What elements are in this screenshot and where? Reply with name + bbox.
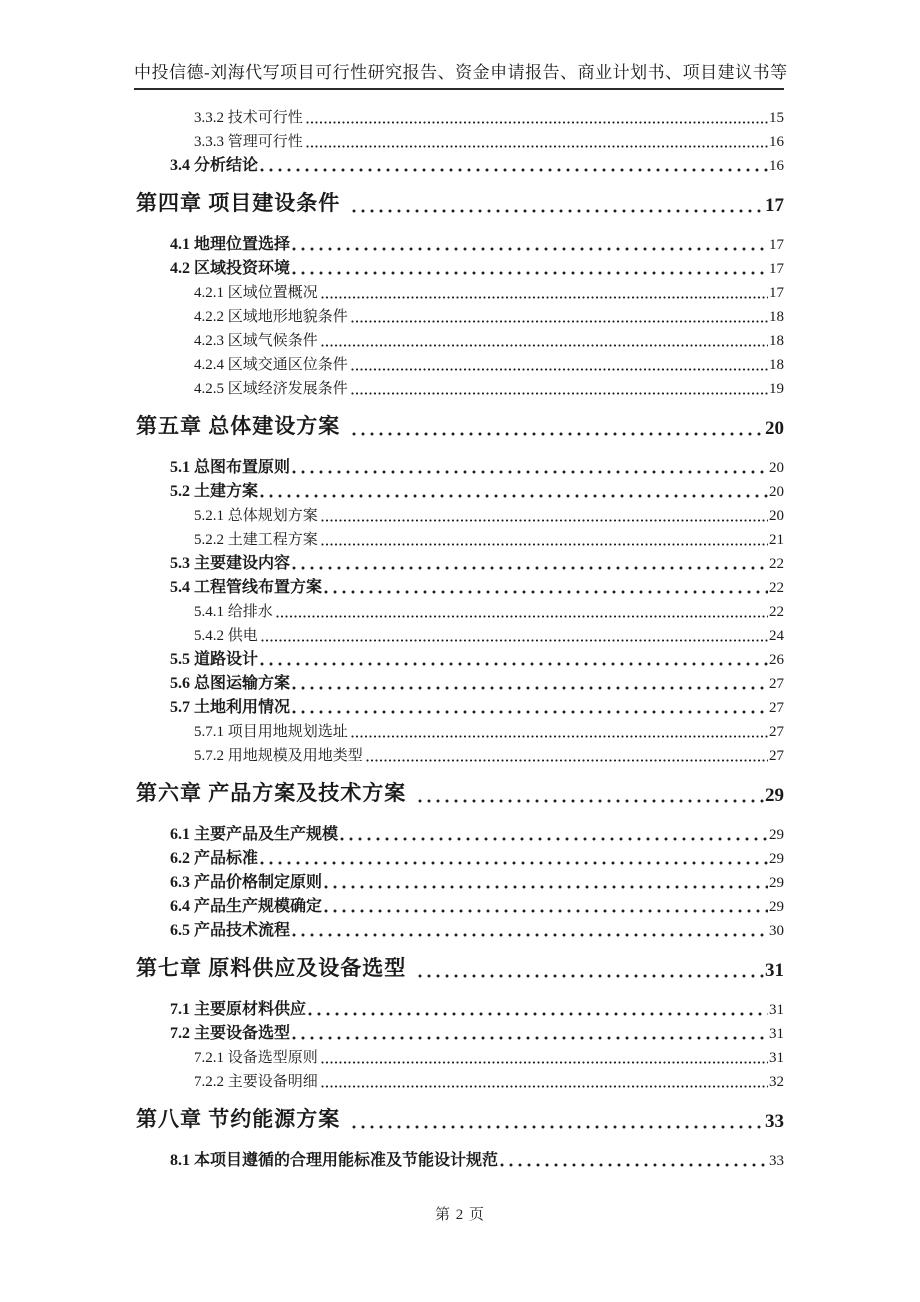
toc-entry-label: 7.2.2 主要设备明细 (194, 1074, 318, 1090)
toc-dot-leader (340, 837, 768, 841)
toc-entry-page: 29 (769, 851, 784, 867)
toc-dot-leader (292, 1036, 768, 1040)
toc-entry-page: 17 (769, 285, 784, 301)
toc-dot-leader (292, 710, 768, 714)
toc-entry-label: 第六章 产品方案及技术方案 (136, 781, 407, 805)
toc-dot-leader (306, 121, 768, 124)
toc-entry[interactable] (134, 501, 784, 525)
toc-entry[interactable] (134, 1099, 784, 1133)
toc-entry-label: 6.1 主要产品及生产规模 (170, 826, 339, 843)
toc-dot-leader (308, 1012, 768, 1016)
toc-entry-page: 27 (769, 748, 784, 764)
toc-entry-label: 第七章 原料供应及设备选型 (136, 956, 407, 980)
toc-entry-page: 21 (769, 532, 784, 548)
toc-entry[interactable] (134, 717, 784, 741)
toc-entry-page: 31 (769, 1050, 784, 1066)
toc-dot-leader (260, 494, 768, 498)
toc-dot-leader (321, 519, 768, 522)
toc-entry-label: 4.2.4 区域交通区位条件 (194, 357, 348, 373)
toc-dot-leader (260, 861, 768, 865)
toc-entry-page: 16 (769, 134, 784, 150)
toc-entry[interactable] (134, 773, 784, 807)
toc-entry-page: 17 (769, 237, 784, 253)
toc-dot-leader (261, 639, 768, 642)
toc-entry[interactable] (134, 1146, 784, 1170)
toc-entry[interactable] (134, 406, 784, 440)
toc-entry-label: 6.2 产品标准 (170, 850, 259, 867)
toc-entry[interactable] (134, 453, 784, 477)
toc-entry-label: 4.1 地理位置选择 (170, 236, 291, 253)
toc-entry-page: 16 (769, 158, 784, 174)
toc-entry[interactable] (134, 916, 784, 940)
toc-entry-page: 31 (769, 1026, 784, 1042)
toc-dot-leader (324, 885, 768, 889)
header-services: 代写项目可行性研究报告、资金申请报告、商业计划书、项目建议书等 (245, 63, 788, 82)
toc-entry-label: 5.5 道路设计 (170, 651, 259, 668)
toc-dot-leader (292, 470, 768, 474)
toc-entry-page: 24 (769, 628, 784, 644)
toc-entry-label: 3.3.2 技术可行性 (194, 110, 303, 126)
toc-entry[interactable] (134, 1019, 784, 1043)
toc-entry-page: 33 (769, 1153, 784, 1169)
toc-entry[interactable] (134, 995, 784, 1019)
toc-entry-label: 5.4.2 供电 (194, 628, 258, 644)
toc-entry[interactable] (134, 103, 784, 127)
toc-dot-leader (352, 432, 764, 436)
toc-dot-leader (321, 543, 768, 546)
toc-entry-page: 20 (769, 508, 784, 524)
toc-entry-label: 4.2.3 区域气候条件 (194, 333, 318, 349)
toc-entry-label: 4.2.2 区域地形地貌条件 (194, 309, 348, 325)
toc-entry-page: 31 (765, 960, 784, 981)
toc-dot-leader (260, 662, 768, 666)
toc-entry[interactable] (134, 597, 784, 621)
toc-entry-label: 4.2 区域投资环境 (170, 260, 291, 277)
toc-dot-leader (351, 735, 768, 738)
toc-entry-page: 29 (769, 827, 784, 843)
toc-entry-label: 6.3 产品价格制定原则 (170, 874, 323, 891)
page-header (134, 58, 788, 90)
toc-entry[interactable] (134, 669, 784, 693)
toc-dot-leader (292, 271, 768, 275)
toc-entry-page: 17 (769, 261, 784, 277)
toc-dot-leader (321, 344, 768, 347)
toc-dot-leader (352, 1125, 764, 1129)
toc-entry-label: 4.2.1 区域位置概况 (194, 285, 318, 301)
header-brand: 中投信德-刘海 (134, 63, 246, 82)
toc-entry-page: 20 (769, 484, 784, 500)
toc-entry-page: 18 (769, 357, 784, 373)
toc-entry-page: 27 (769, 700, 784, 716)
toc-dot-leader (292, 686, 768, 690)
toc-entry-label: 6.5 产品技术流程 (170, 922, 291, 939)
toc-entry[interactable] (134, 892, 784, 916)
toc-dot-leader (321, 1061, 768, 1064)
toc-dot-leader (351, 320, 768, 323)
toc-entry-page: 22 (769, 556, 784, 572)
toc-entry-label: 5.1 总图布置原则 (170, 459, 291, 476)
toc-entry[interactable] (134, 645, 784, 669)
toc-entry-page: 33 (765, 1111, 784, 1132)
toc-entry[interactable] (134, 1067, 784, 1091)
toc-entry-page: 18 (769, 309, 784, 325)
toc-dot-leader (351, 392, 768, 395)
toc-entry-label: 4.2.5 区域经济发展条件 (194, 381, 348, 397)
toc-entry[interactable] (134, 374, 784, 398)
toc-entry-label: 5.2.2 土建工程方案 (194, 532, 318, 548)
table-of-contents (134, 103, 784, 1170)
toc-dot-leader (321, 1085, 768, 1088)
toc-entry-page: 29 (769, 899, 784, 915)
toc-entry-page: 27 (769, 724, 784, 740)
toc-entry-label: 5.4.1 给排水 (194, 604, 273, 620)
toc-entry[interactable] (134, 820, 784, 844)
toc-entry[interactable] (134, 127, 784, 151)
toc-entry-label: 第五章 总体建设方案 (136, 414, 341, 438)
toc-entry[interactable] (134, 525, 784, 549)
toc-entry-label: 7.1 主要原材料供应 (170, 1001, 307, 1018)
toc-entry-page: 19 (769, 381, 784, 397)
toc-entry-label: 5.2 土建方案 (170, 483, 259, 500)
toc-dot-leader (324, 909, 768, 913)
toc-entry[interactable] (134, 183, 784, 217)
toc-entry-page: 17 (765, 195, 784, 216)
toc-entry[interactable] (134, 693, 784, 717)
toc-dot-leader (324, 590, 768, 594)
toc-entry-page: 22 (769, 604, 784, 620)
toc-entry-label: 5.4 工程管线布置方案 (170, 579, 323, 596)
toc-entry[interactable] (134, 1043, 784, 1067)
toc-entry-label: 6.4 产品生产规模确定 (170, 898, 323, 915)
toc-entry-page: 30 (769, 923, 784, 939)
toc-entry[interactable] (134, 350, 784, 374)
toc-entry[interactable] (134, 151, 784, 175)
toc-dot-leader (292, 933, 768, 937)
toc-entry-label: 5.7.1 项目用地规划选址 (194, 724, 348, 740)
toc-dot-leader (276, 615, 768, 618)
toc-entry[interactable] (134, 302, 784, 326)
toc-entry-page: 26 (769, 652, 784, 668)
toc-entry[interactable] (134, 573, 784, 597)
toc-entry-label: 5.7 土地利用情况 (170, 699, 291, 716)
toc-entry[interactable] (134, 741, 784, 765)
toc-entry-label: 3.3.3 管理可行性 (194, 134, 303, 150)
toc-entry[interactable] (134, 621, 784, 645)
toc-dot-leader (321, 296, 768, 299)
toc-entry-page: 27 (769, 676, 784, 692)
toc-dot-leader (292, 247, 768, 251)
toc-dot-leader (351, 368, 768, 371)
toc-entry-page: 15 (769, 110, 784, 126)
toc-dot-leader (366, 759, 768, 762)
toc-dot-leader (352, 209, 764, 213)
toc-entry[interactable] (134, 948, 784, 982)
toc-entry-page: 20 (765, 418, 784, 439)
toc-entry[interactable] (134, 477, 784, 501)
toc-dot-leader (500, 1163, 768, 1167)
toc-entry-page: 29 (769, 875, 784, 891)
toc-entry-label: 3.4 分析结论 (170, 157, 259, 174)
toc-entry-label: 8.1 本项目遵循的合理用能标准及节能设计规范 (170, 1152, 499, 1169)
toc-entry[interactable] (134, 326, 784, 350)
toc-dot-leader (418, 974, 764, 978)
toc-entry[interactable] (134, 278, 784, 302)
toc-entry-label: 5.7.2 用地规模及用地类型 (194, 748, 363, 764)
toc-entry-page: 22 (769, 580, 784, 596)
toc-entry-label: 7.2.1 设备选型原则 (194, 1050, 318, 1066)
toc-entry-page: 18 (769, 333, 784, 349)
toc-entry-page: 32 (769, 1074, 784, 1090)
toc-entry-label: 5.2.1 总体规划方案 (194, 508, 318, 524)
toc-entry[interactable] (134, 254, 784, 278)
toc-entry-label: 5.3 主要建设内容 (170, 555, 291, 572)
toc-entry[interactable] (134, 549, 784, 573)
toc-entry[interactable] (134, 868, 784, 892)
page-footer (0, 1203, 920, 1224)
toc-entry-label: 第八章 节约能源方案 (136, 1107, 341, 1131)
toc-entry[interactable] (134, 844, 784, 868)
toc-entry-label: 7.2 主要设备选型 (170, 1025, 291, 1042)
toc-entry[interactable] (134, 230, 784, 254)
toc-dot-leader (306, 145, 768, 148)
toc-entry-page: 31 (769, 1002, 784, 1018)
toc-entry-page: 20 (769, 460, 784, 476)
toc-dot-leader (418, 799, 764, 803)
toc-entry-label: 5.6 总图运输方案 (170, 675, 291, 692)
page-number-label: 第 2 页 (434, 1207, 485, 1223)
toc-dot-leader (260, 168, 768, 172)
toc-dot-leader (292, 566, 768, 570)
toc-entry-page: 29 (765, 785, 784, 806)
toc-entry-label: 第四章 项目建设条件 (136, 191, 341, 215)
